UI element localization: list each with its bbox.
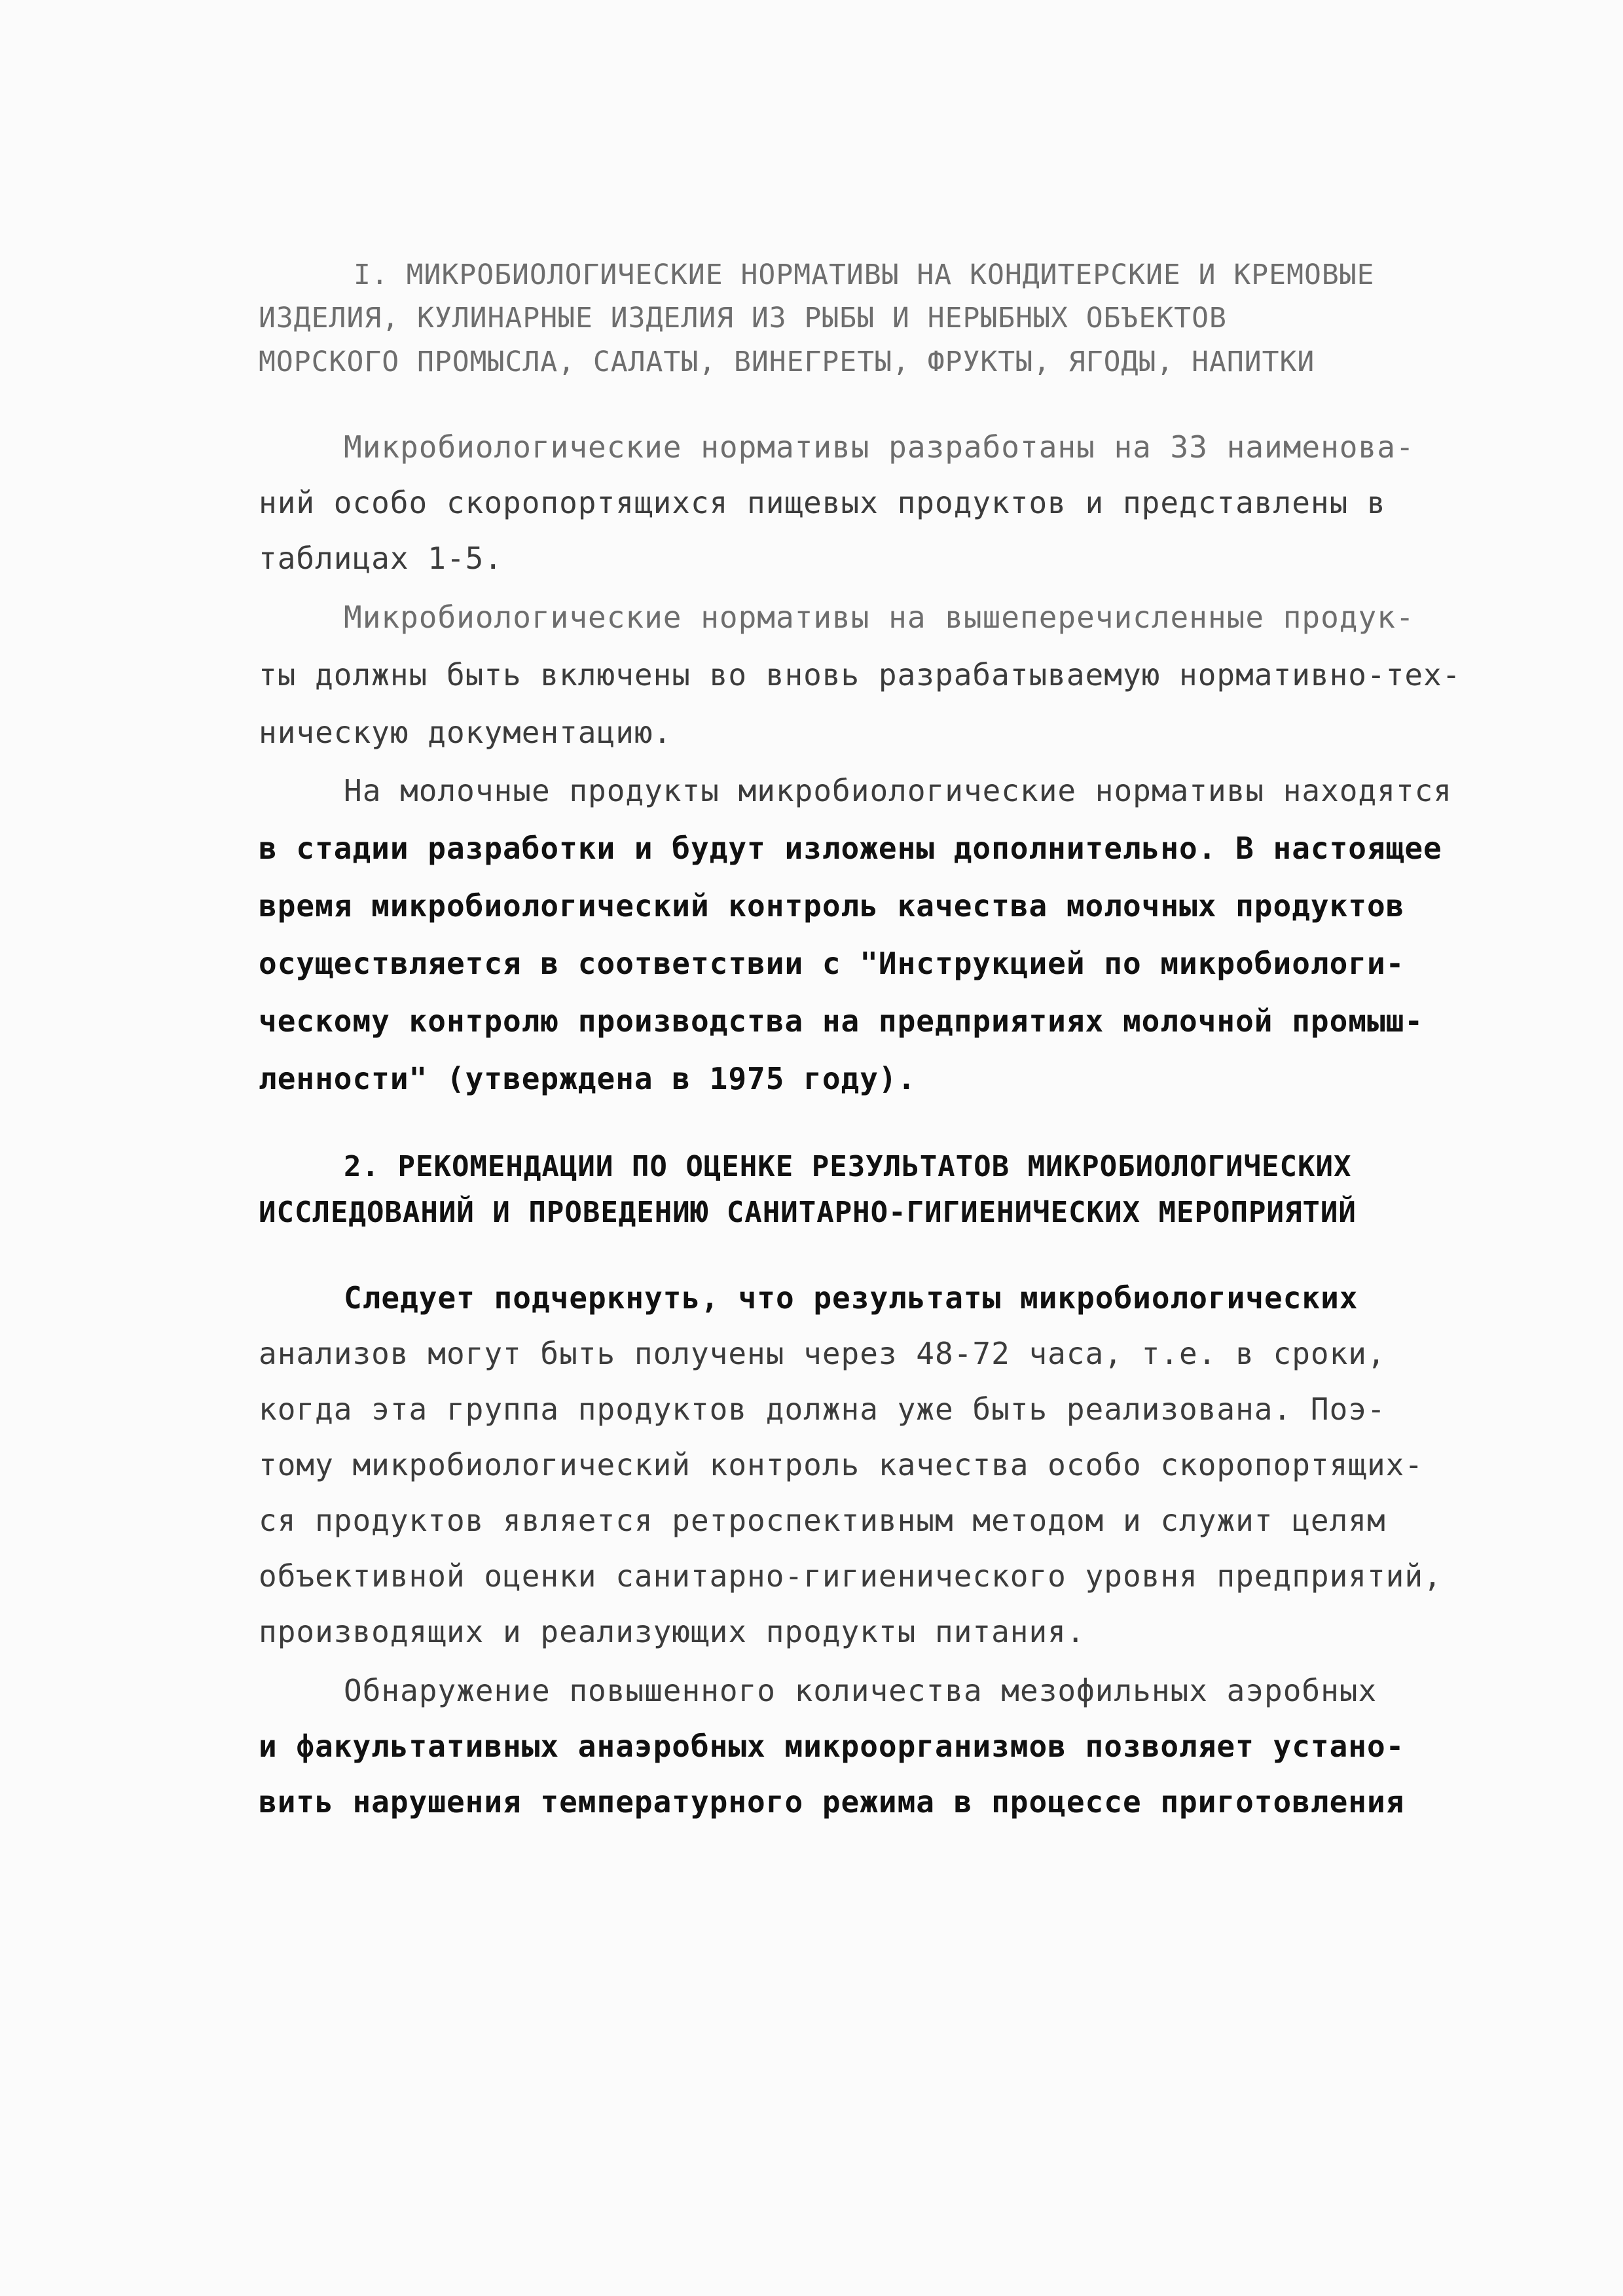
s1-p1-line-3: таблицах 1-5. (259, 541, 503, 576)
s1-p3-line-2: в стадии разработки и будут изложены дополнительно. В настоящее (259, 831, 1442, 866)
s1-p2-line-2: ты должны быть включены во вновь разрабатываемую нормативно-тех- (259, 657, 1461, 692)
s1-p1-line-1: Микробиологические нормативы разработаны на 33 наименова- (344, 429, 1415, 465)
s1-p3-line-3: время микробиологический контроль качества молочных продуктов (259, 888, 1405, 924)
s2-p1-line-3: когда эта группа продуктов должна уже быть реализована. Поэ- (259, 1391, 1386, 1427)
s2-p1-line-5: ся продуктов является ретроспективным методом и служит целям (259, 1503, 1386, 1538)
section1-heading-line-1: I. МИКРОБИОЛОГИЧЕСКИЕ НОРМАТИВЫ НА КОНДИТЕРСКИЕ И КРЕМОВЫЕ (354, 259, 1375, 291)
s1-p1-line-2: ний особо скоропортящихся пищевых продуктов и представлены в (259, 485, 1386, 520)
s2-p1-line-7: производящих и реализующих продукты питания. (259, 1614, 1085, 1649)
s2-p1-line-6: объективной оценки санитарно-гигиенического уровня предприятий, (259, 1558, 1442, 1594)
s1-p3-line-4: осуществляется в соответствии с "Инструкцией по микробиологи- (259, 946, 1405, 981)
s2-p2-line-3: вить нарушения температурного режима в процессе приготовления (259, 1784, 1405, 1820)
s1-p2-line-1: Микробиологические нормативы на вышеперечисленные продук- (344, 600, 1415, 635)
s2-p1-line-2: анализов могут быть получены через 48-72 часа, т.е. в сроки, (259, 1336, 1386, 1371)
section2-heading-line-2: ИССЛЕДОВАНИЙ И ПРОВЕДЕНИЮ САНИТАРНО-ГИГИЕНИЧЕСКИХ МЕРОПРИЯТИЙ (259, 1196, 1357, 1229)
section1-heading-line-3: МОРСКОГО ПРОМЫСЛА, САЛАТЫ, ВИНЕГРЕТЫ, ФРУКТЫ, ЯГОДЫ, НАПИТКИ (259, 346, 1315, 378)
s2-p2-line-2: и факультативных анаэробных микроорганизмов позволяет устано- (259, 1729, 1405, 1764)
s2-p1-line-4: тому микробиологический контроль качества особо скоропортящих- (259, 1447, 1424, 1482)
s1-p3-line-6: ленности" (утверждена в 1975 году). (259, 1061, 917, 1096)
s1-p3-line-5: ческому контролю производства на предприятиях молочной промыш- (259, 1003, 1424, 1039)
section1-heading-line-2: ИЗДЕЛИЯ, КУЛИНАРНЫЕ ИЗДЕЛИЯ ИЗ РЫБЫ И НЕРЫБНЫХ ОБЪЕКТОВ (259, 302, 1227, 334)
section2-heading-line-1: 2. РЕКОМЕНДАЦИИ ПО ОЦЕНКЕ РЕЗУЛЬТАТОВ МИКРОБИОЛОГИЧЕСКИХ (344, 1150, 1352, 1183)
s1-p2-line-3: ническую документацию. (259, 715, 672, 750)
s2-p2-line-1: Обнаружение повышенного количества мезофильных аэробных (344, 1673, 1377, 1708)
s2-p1-line-1: Следует подчеркнуть, что результаты микробиологических (344, 1280, 1359, 1316)
s1-p3-line-1: На молочные продукты микробиологические нормативы находятся (344, 773, 1452, 808)
